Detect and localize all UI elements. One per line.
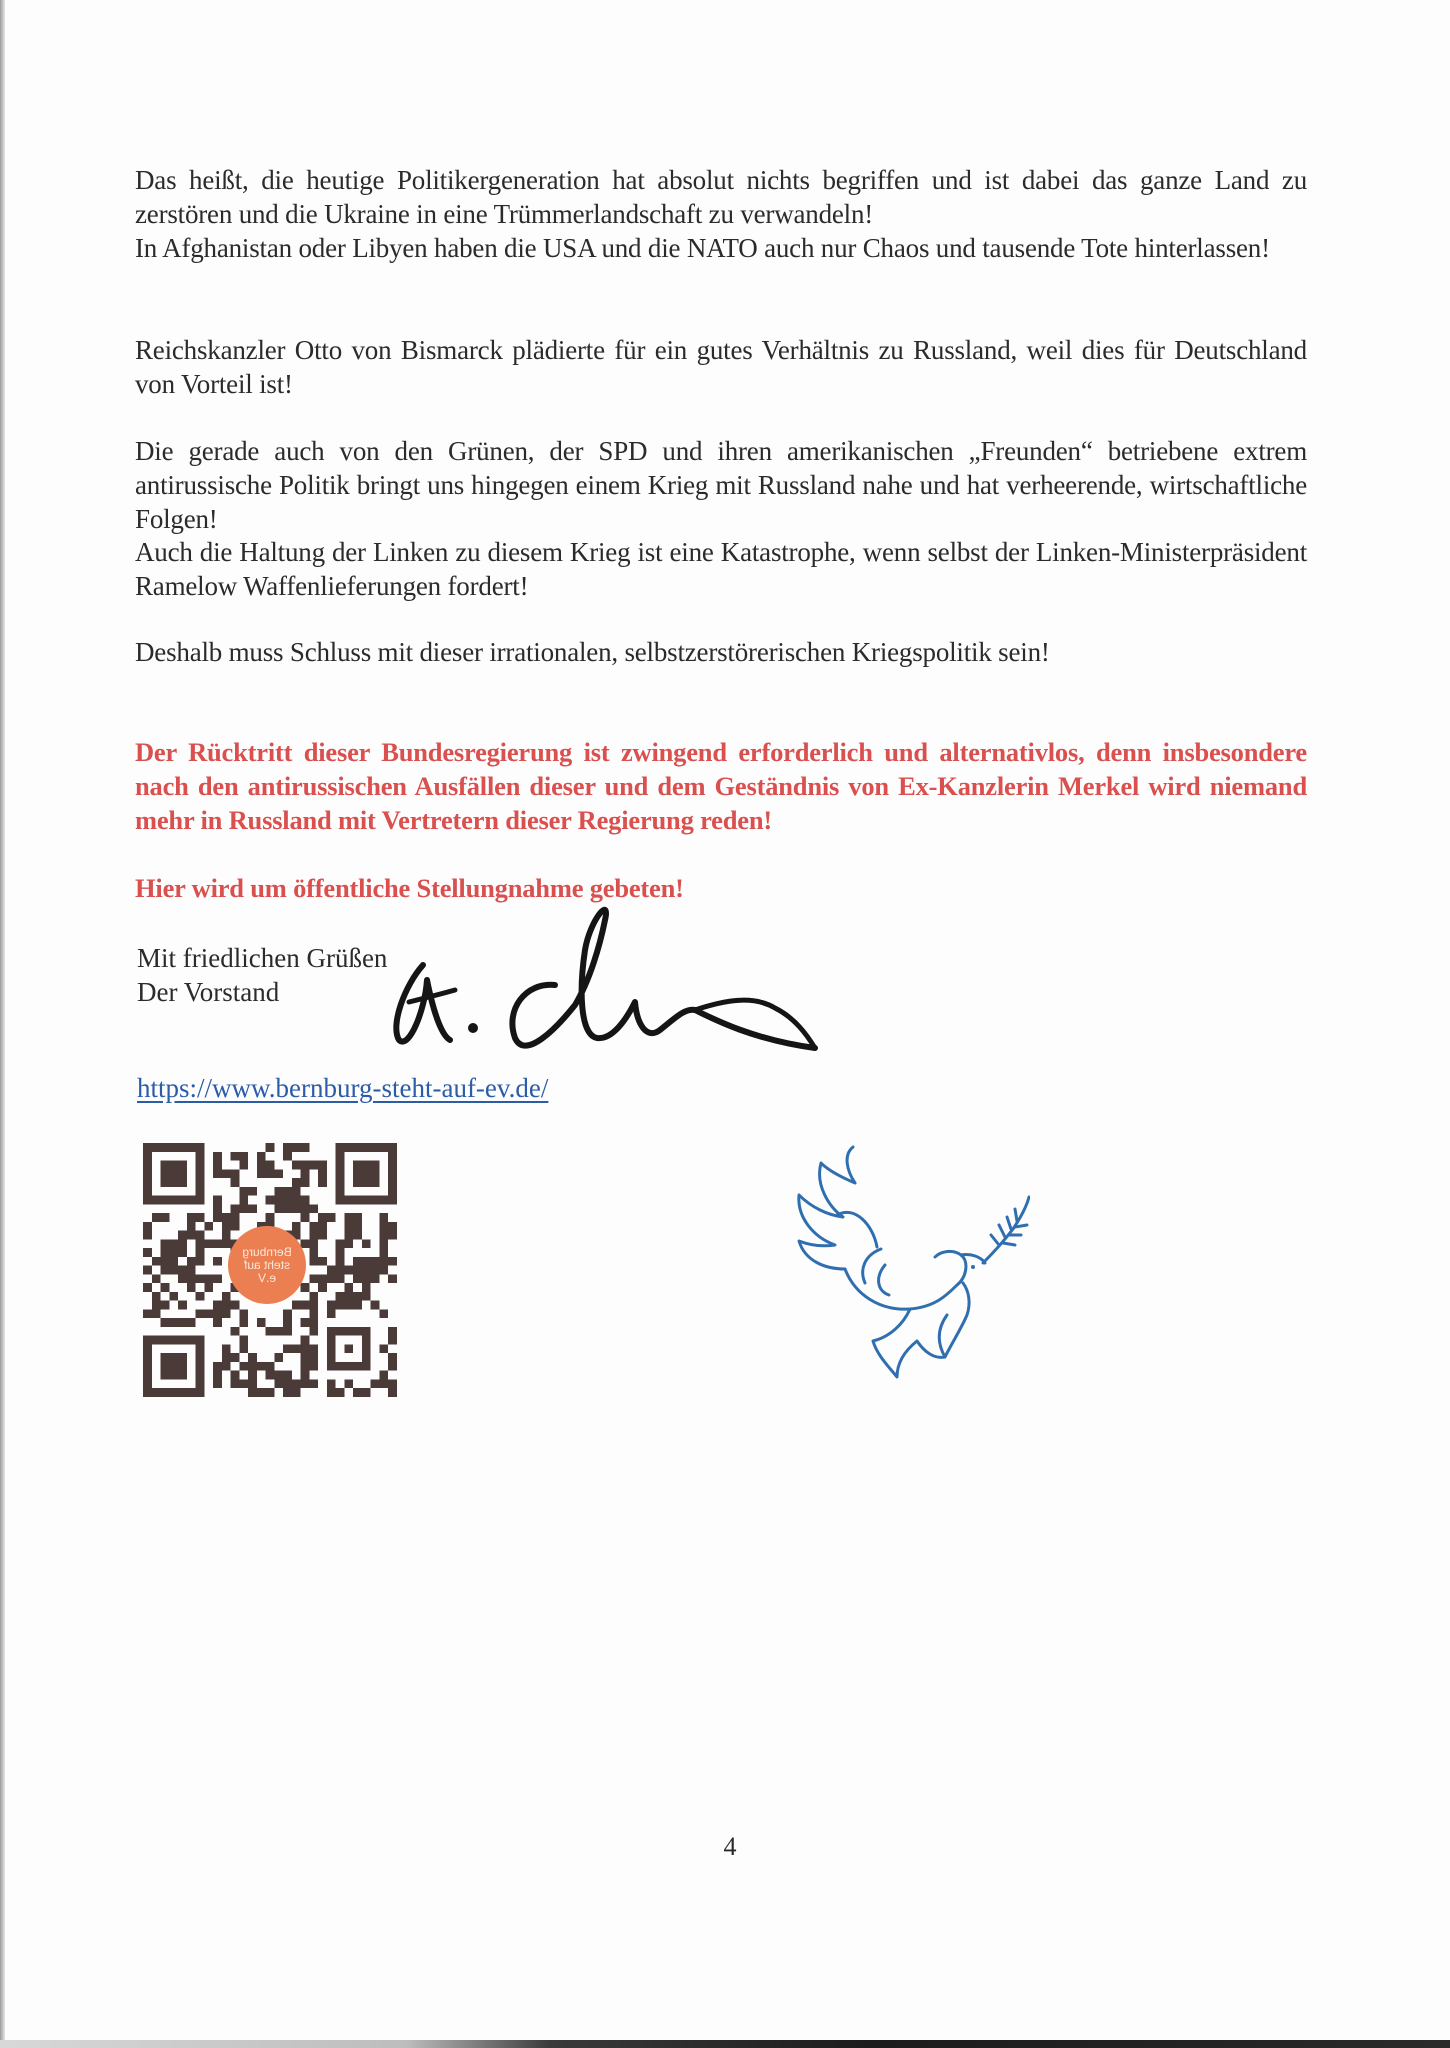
scan-edge-left xyxy=(0,0,5,2048)
scan-edge-bottom xyxy=(0,2040,1450,2048)
paragraph-5: Auch die Haltung der Linken zu diesem Krieg ist eine Katastrophe, wenn selbst der Linken-Ministerpräsident Ramelow Waffenlieferungen fordert! xyxy=(135,537,1307,601)
qr-badge-line-3: e.V xyxy=(258,1270,277,1285)
closing-greeting: Mit friedlichen Grüßen xyxy=(137,943,388,973)
qr-badge-logo xyxy=(228,1226,306,1304)
paragraph-4: Die gerade auch von den Grünen, der SPD und ihren amerikanischen „Freunden“ betriebene extrem antirussische Politik bringt uns hingegen einem Krieg mit Russland nahe und hat verheerende, wirtschaftliche Folgen! xyxy=(135,436,1307,534)
handwritten-signature xyxy=(375,890,825,1070)
closing-sender: Der Vorstand xyxy=(137,977,280,1007)
qr-badge-line-2: steht auf xyxy=(243,1257,291,1272)
paragraph-6: Deshalb muss Schluss mit dieser irrationalen, selbstzerstörerischen Kriegspolitik sein! xyxy=(135,637,1050,667)
closing-block xyxy=(137,941,387,1009)
paragraph-1: Das heißt, die heutige Politikergeneration hat absolut nichts begriffen und ist dabei das ganze Land zu zerstören und die Ukraine in eine Trümmerlandschaft zu verwandeln! xyxy=(135,165,1307,229)
peace-dove-icon xyxy=(785,1145,1030,1385)
website-link[interactable]: https://www.bernburg-steht-auf-ev.de/ xyxy=(137,1073,549,1103)
page-number: 4 xyxy=(723,1832,737,1861)
paragraph-3: Reichskanzler Otto von Bismarck plädierte für ein gutes Verhältnis zu Russland, weil dies für Deutschland von Vorteil ist! xyxy=(135,335,1307,399)
request-paragraph: Hier wird um öffentliche Stellungnahme gebeten! xyxy=(135,873,684,903)
demand-paragraph: Der Rücktritt dieser Bundesregierung ist zwingend erforderlich und alternativlos, denn insbesondere nach den antirussischen Ausfällen dieser und dem Geständnis von Ex-Kanzlerin Merkel wird niemand mehr in Russland mit Vertretern dieser Regierung reden! xyxy=(135,737,1307,835)
qr-badge-line-1: Bernburg xyxy=(242,1244,292,1259)
paragraph-2: In Afghanistan oder Libyen haben die USA und die NATO auch nur Chaos und tausende Tote hinterlassen! xyxy=(135,233,1270,263)
